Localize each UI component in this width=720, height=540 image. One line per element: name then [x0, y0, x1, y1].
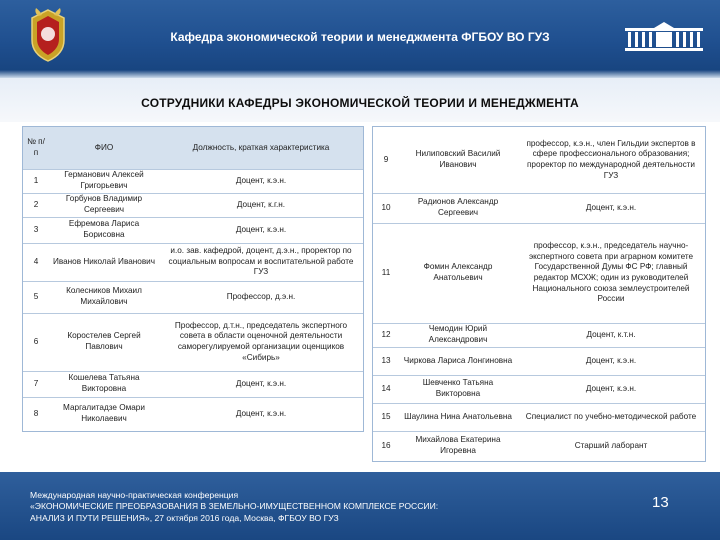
header-title: Кафедра экономической теории и менеджмента ФГБОУ ВО ГУЗ	[170, 30, 550, 44]
employee-position: Профессор, д.э.н.	[226, 291, 296, 301]
employee-position: Доцент, к.э.н.	[585, 383, 637, 393]
row-number: 16	[381, 440, 391, 450]
column-header-name: ФИО	[94, 142, 114, 152]
employee-name: Германович Алексей Григорьевич	[64, 170, 144, 190]
row-number: 11	[381, 267, 391, 277]
row-number: 1	[33, 175, 39, 185]
employee-position: Старший лаборант	[574, 440, 648, 450]
employee-name: Иванов Николай Иванович	[52, 256, 156, 266]
employee-position: профессор, к.э.н., председатель научно-экспертного совета при аграрном комитете Государственной Думы ФС РФ; главный редактор МСХЖ; один из руководителей Национального союза землеустроителей России	[528, 241, 694, 304]
row-number: 3	[33, 224, 39, 234]
employee-position: Доцент, к.э.н.	[235, 175, 287, 185]
row-number: 15	[381, 411, 391, 421]
employee-position: Профессор, д.т.н., председатель экспертного совета в области оценочной деятельности саморегулируемой организации оценщиков «Сибирь»	[174, 320, 348, 362]
row-number: 4	[33, 256, 39, 266]
employee-name: Михайлова Екатерина Игоревна	[415, 435, 501, 455]
employee-name: Горбунов Владимир Сергеевич	[65, 194, 143, 214]
employee-name: Коростелев Сергей Павлович	[67, 331, 141, 351]
row-number: 2	[33, 199, 39, 209]
right-staff-table	[372, 126, 706, 462]
table-row	[23, 281, 363, 314]
table-row	[373, 375, 705, 404]
employee-name: Радионов Александр Сергеевич	[417, 197, 499, 217]
footer-line-1: Международная научно-практическая конференция	[30, 490, 239, 500]
employee-position: Доцент, к.э.н.	[235, 378, 287, 388]
employee-name: Чиркова Лариса Лонгиновна	[403, 355, 513, 365]
column-header-num: № п/п	[27, 137, 45, 157]
employee-name: Маргалитадзе Омари Николаевич	[63, 403, 145, 423]
employee-position: Доцент, к.э.н.	[235, 224, 287, 234]
row-number: 13	[381, 355, 391, 365]
table-row	[23, 217, 363, 244]
table-row	[373, 127, 705, 194]
row-number: 8	[33, 408, 39, 418]
employee-position: Доцент, к.э.н.	[585, 355, 637, 365]
page-title: СОТРУДНИКИ КАФЕДРЫ ЭКОНОМИЧЕСКОЙ ТЕОРИИ И МЕНЕДЖМЕНТА	[141, 96, 579, 110]
row-number: 5	[33, 291, 39, 301]
table-row	[23, 397, 363, 431]
employee-name: Кошелева Татьяна Викторовна	[68, 373, 140, 393]
row-number: 6	[33, 336, 39, 346]
employee-position: Специалист по учебно-методической работе	[525, 411, 697, 421]
table-header-row	[23, 127, 363, 170]
table-row	[23, 193, 363, 218]
footer-conference-text	[30, 490, 550, 524]
table-row	[373, 431, 705, 461]
table-row	[373, 347, 705, 376]
employee-position: профессор, к.э.н., член Гильдии экспертов в сфере профессионального образования; проректор по международной деятельности ГУЗ	[526, 138, 696, 180]
table-row	[373, 193, 705, 224]
row-number: 9	[383, 154, 389, 164]
row-number: 10	[381, 202, 391, 212]
page-number: 13	[652, 494, 669, 511]
header-bar	[0, 0, 720, 78]
employee-name: Чемодин Юрий Александрович	[428, 324, 488, 344]
table-row	[23, 169, 363, 194]
employee-position: и.о. зав. кафедрой, доцент, д.э.н., проректор по социальным вопросам и воспитательной работе ГУЗ	[168, 246, 354, 277]
left-staff-table	[22, 126, 364, 432]
employee-name: Фомин Александр Анатольевич	[423, 262, 493, 282]
building-icon	[624, 22, 704, 52]
table-row	[23, 243, 363, 282]
footer-line-2: «ЭКОНОМИЧЕСКИЕ ПРЕОБРАЗОВАНИЯ В ЗЕМЕЛЬНО-ИМУЩЕСТВЕННОМ КОМПЛЕКСЕ РОССИИ:	[30, 501, 439, 512]
row-number: 14	[381, 383, 391, 393]
employee-name: Шевченко Татьяна Викторовна	[422, 378, 494, 398]
table-row	[373, 323, 705, 348]
row-number: 7	[33, 378, 39, 388]
employee-position: Доцент, к.г.н.	[236, 199, 286, 209]
employee-position: Доцент, к.т.н.	[586, 329, 636, 339]
row-number: 12	[381, 329, 391, 339]
employee-name: Шаулина Нина Анатольевна	[404, 411, 512, 421]
employee-name: Нилиповский Василий Иванович	[415, 149, 501, 169]
table-row	[373, 403, 705, 432]
table-row	[23, 313, 363, 372]
employee-name: Колесников Михаил Михайлович	[66, 286, 142, 306]
employee-name: Ефремова Лариса Борисовна	[68, 219, 140, 239]
footer-line-3: АНАЛИЗ И ПУТИ РЕШЕНИЯ», 27 октября 2016 года, Москва, ФГБОУ ВО ГУЗ	[30, 512, 339, 523]
table-row	[373, 223, 705, 324]
table-row	[23, 371, 363, 398]
employee-position: Доцент, к.э.н.	[585, 202, 637, 212]
column-header-position: Должность, краткая характеристика	[192, 142, 330, 152]
employee-position: Доцент, к.э.н.	[235, 408, 287, 418]
